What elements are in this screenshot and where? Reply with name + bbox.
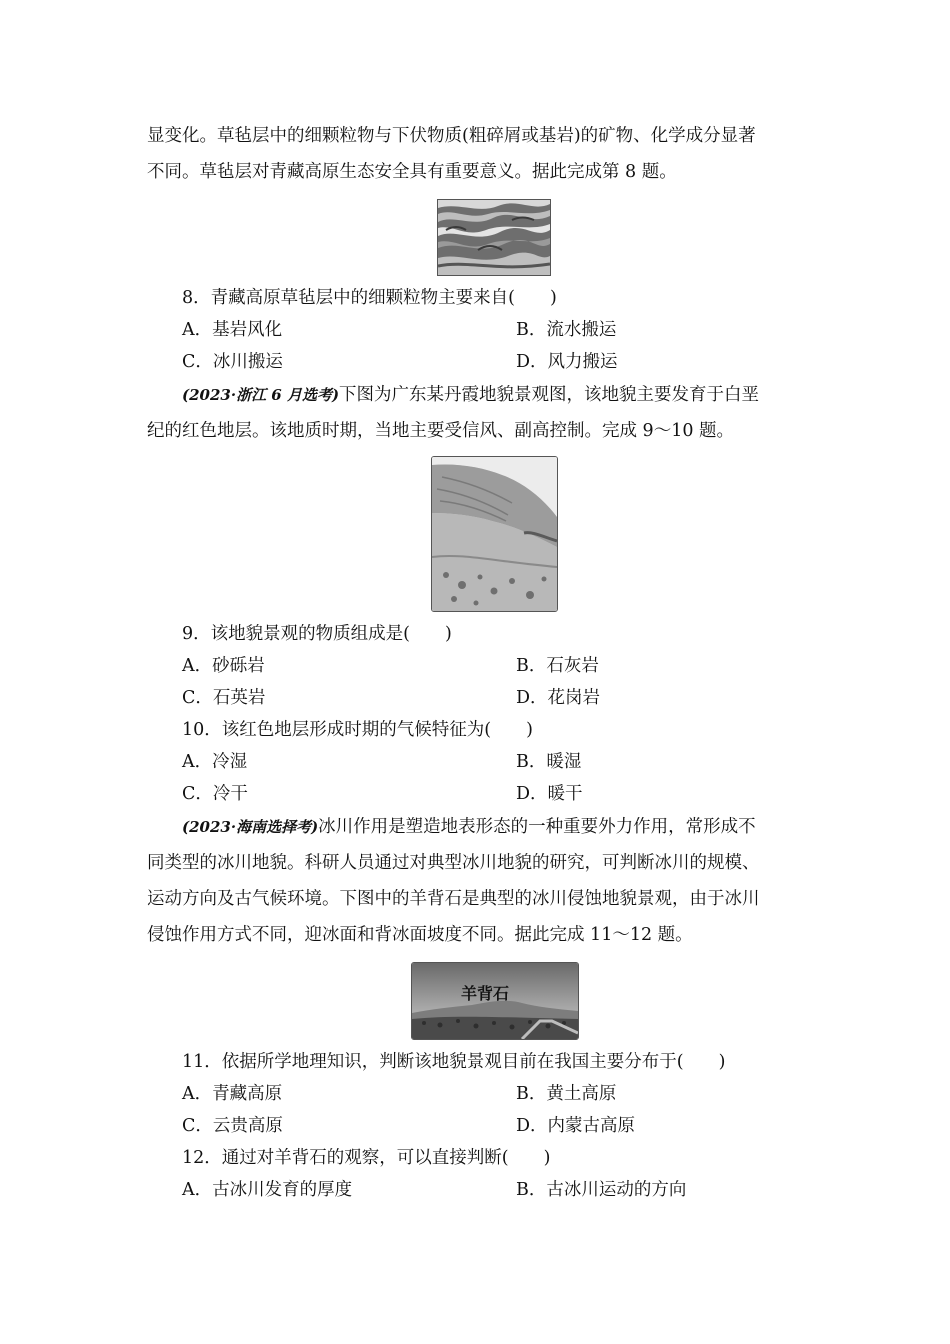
question-10-option-d[interactable]: D．暖干 <box>516 784 583 804</box>
question-11-stem: 11．依据所学地理知识，判断该地貌景观目前在我国主要分布于( ) <box>182 1052 726 1072</box>
question-11-option-b[interactable]: B．黄土高原 <box>516 1084 617 1104</box>
figure-danxia-landform <box>431 456 558 612</box>
question-12-option-b[interactable]: B．古冰川运动的方向 <box>516 1180 687 1200</box>
intro-2-text-1: 下图为广东某丹霞地貌景观图，该地貌主要发育于白垩 <box>339 385 760 405</box>
question-9-stem: 9．该地貌景观的物质组成是( ) <box>182 624 452 644</box>
question-10-option-c[interactable]: C．冷干 <box>182 784 248 804</box>
intro-2-line-2: 纪的红色地层。该地质时期，当地主要受信风、副高控制。完成 9～10 题。 <box>147 421 735 441</box>
question-9-option-b[interactable]: B．石灰岩 <box>516 656 599 676</box>
question-11-option-d[interactable]: D．内蒙古高原 <box>516 1116 636 1136</box>
intro-1-line-1: 显变化。草毡层中的细颗粒物与下伏物质(粗碎屑或基岩)的矿物、化学成分显著 <box>147 126 756 146</box>
figure-3-label: 羊背石 <box>461 986 510 1003</box>
intro-paragraph-3 <box>147 809 807 953</box>
question-10-stem: 10．该红色地层形成时期的气候特征为( ) <box>182 720 533 740</box>
intro-3-text-1: 冰川作用是塑造地表形态的一种重要外力作用，常形成不 <box>318 817 756 837</box>
question-8-option-d[interactable]: D．风力搬运 <box>516 352 618 372</box>
intro-3-line-2: 同类型的冰川地貌。科研人员通过对典型冰川地貌的研究，可判断冰川的规模、 <box>147 853 760 873</box>
question-8-stem: 8．青藏高原草毡层中的细颗粒物主要来自( ) <box>182 288 557 308</box>
question-9-option-c[interactable]: C．石英岩 <box>182 688 266 708</box>
question-10-option-a[interactable]: A．冷湿 <box>182 752 248 772</box>
question-12-stem: 12．通过对羊背石的观察，可以直接判断( ) <box>182 1148 551 1168</box>
question-11-option-a[interactable]: A．青藏高原 <box>182 1084 283 1104</box>
question-10-option-b[interactable]: B．暖湿 <box>516 752 582 772</box>
question-12-option-a[interactable]: A．古冰川发育的厚度 <box>182 1180 353 1200</box>
question-11-option-c[interactable]: C．云贵高原 <box>182 1116 283 1136</box>
question-9-option-a[interactable]: A．砂砾岩 <box>182 656 265 676</box>
intro-1-line-2: 不同。草毡层对青藏高原生态安全具有重要意义。据此完成第 8 题。 <box>147 162 677 182</box>
question-9-option-d[interactable]: D．花岗岩 <box>516 688 601 708</box>
question-8-option-a[interactable]: A．基岩风化 <box>182 320 283 340</box>
intro-3-line-4: 侵蚀作用方式不同，迎冰面和背冰面坡度不同。据此完成 11～12 题。 <box>147 925 693 945</box>
question-8-option-b[interactable]: B．流水搬运 <box>516 320 617 340</box>
source-note-hainan: (2023·海南选择考) <box>182 818 319 836</box>
intro-paragraph-2 <box>147 377 807 449</box>
intro-3-line-3: 运动方向及古气候环境。下图中的羊背石是典型的冰川侵蚀地貌景观，由于冰川 <box>147 889 760 909</box>
intro-paragraph-1 <box>147 118 807 190</box>
question-8-option-c[interactable]: C．冰川搬运 <box>182 352 283 372</box>
figure-roche-moutonnee <box>411 962 579 1040</box>
source-note-zhejiang: (2023·浙江 6 月选考) <box>182 386 340 404</box>
figure-grass-mat-layer <box>437 199 551 276</box>
